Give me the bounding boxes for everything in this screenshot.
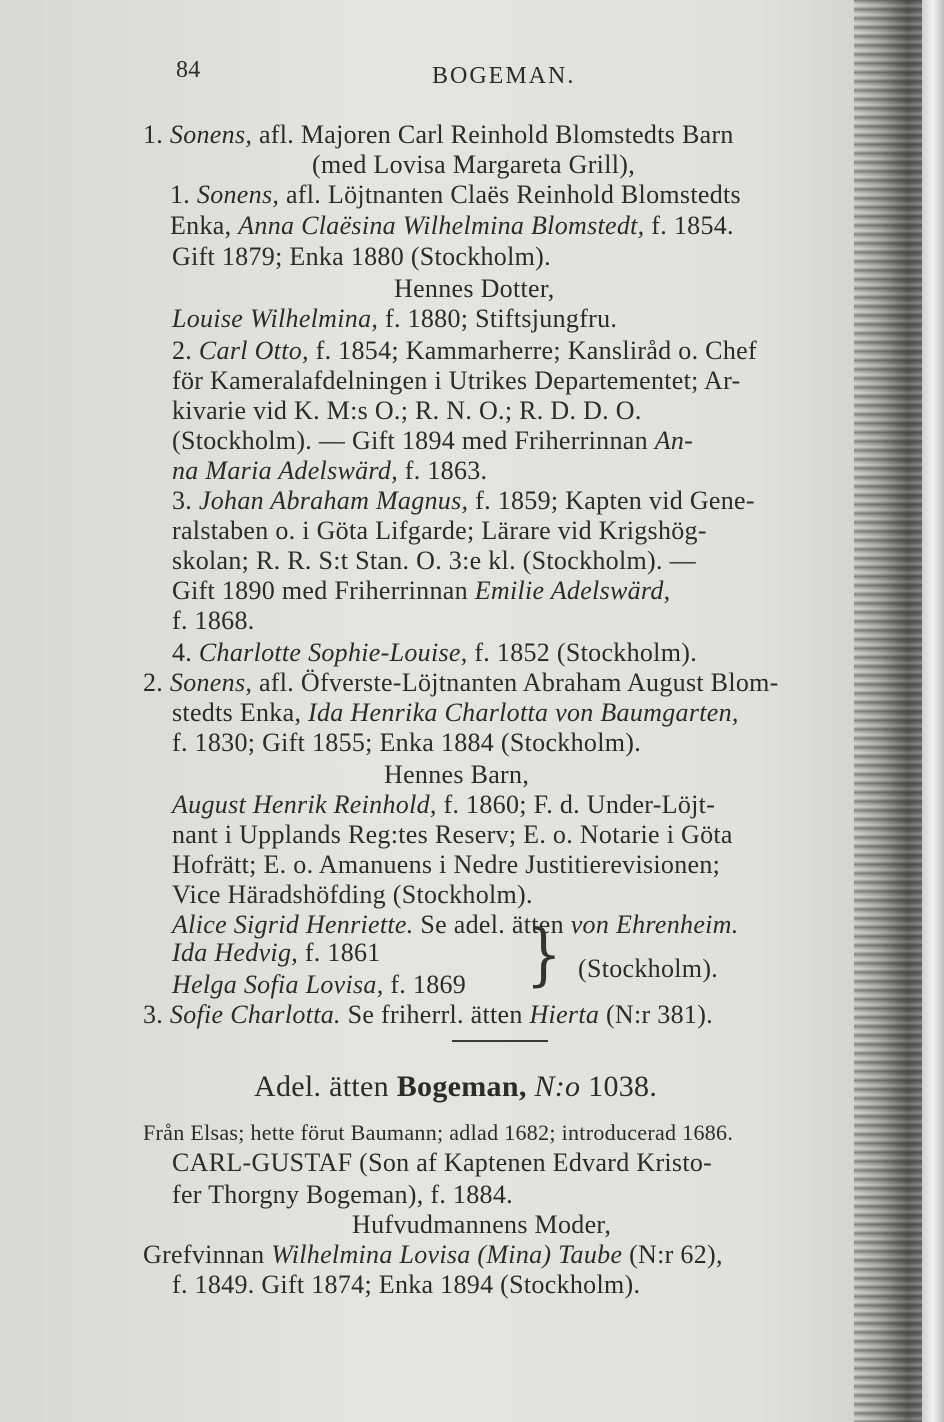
text-run: för Kameralafdelningen i Utrikes Departementet; Ar- — [172, 366, 741, 395]
text-line — [172, 578, 670, 604]
text-line — [172, 1272, 640, 1298]
text-run: (Stockholm). — [578, 954, 719, 983]
text-run: fer Thorgny Bogeman), f. 1884. — [172, 1180, 513, 1209]
text-line — [172, 458, 487, 484]
text-run: skolan; R. R. S:t Stan. O. 3:e kl. (Stockholm). — — [172, 546, 696, 575]
italic-run: Sonens, — [196, 180, 280, 209]
text-run: f. 1849. Gift 1874; Enka 1894 (Stockholm). — [172, 1270, 641, 1299]
text-line — [172, 822, 733, 848]
text-run: f. 1854; Kammarherre; Kansliråd o. Chef — [308, 336, 757, 365]
italic-run: Sonens, — [169, 668, 253, 697]
text-run: (N:r 381). — [599, 1000, 713, 1029]
text-run: 1038. — [580, 1070, 658, 1103]
text-line — [172, 338, 757, 364]
text-run: afl. Löjtnanten Claës Reinhold Blomstedts — [279, 180, 741, 209]
text-run: (med Lovisa Margareta Grill), — [312, 150, 635, 179]
text-run: Gift 1879; Enka 1880 (Stockholm). — [172, 242, 551, 271]
text-line — [172, 1182, 513, 1208]
section-heading — [254, 1072, 657, 1102]
text-run: 2. — [172, 336, 199, 365]
text-run: 4. — [172, 638, 199, 667]
italic-run: Charlotte Sophie-Louise, — [198, 638, 468, 667]
text-line — [394, 276, 555, 302]
text-run: f. 1859; Kapten vid Gene- — [468, 486, 755, 515]
text-run: f. 1861 — [298, 938, 381, 967]
bold-run: Bogeman, — [396, 1070, 527, 1103]
text-run: Från Elsas; hette förut Baumann; adlad 1682; introducerad 1686. — [143, 1120, 734, 1145]
italic-run: August Henrik Reinhold, — [172, 790, 437, 819]
text-run: nant i Upplands Reg:tes Reserv; E. o. Notarie i Göta — [172, 820, 733, 849]
section-divider — [452, 1040, 548, 1042]
text-run: 3. — [172, 486, 199, 515]
text-line — [172, 882, 533, 908]
text-run: f. 1863. — [398, 456, 488, 485]
text-line — [172, 428, 693, 454]
text-run: Enka, — [170, 211, 239, 240]
text-line — [172, 398, 642, 424]
italic-run: Hierta — [529, 1000, 600, 1029]
text-run: f. 1868. — [172, 606, 255, 635]
text-run: ralstaben o. i Göta Lifgarde; Lärare vid Krigshög- — [172, 516, 707, 545]
text-line — [172, 940, 381, 966]
text-line — [172, 792, 715, 818]
text-run: Hennes Dotter, — [394, 274, 555, 303]
text-line — [172, 1150, 712, 1176]
page-number: 84 — [176, 57, 201, 83]
text-run: Hofrätt; E. o. Amanuens i Nedre Justitierevisionen; — [172, 850, 721, 879]
text-run: stedts Enka, — [172, 698, 309, 727]
text-line — [143, 1122, 733, 1144]
text-line — [172, 640, 697, 666]
text-run: Grefvinnan — [143, 1240, 272, 1269]
text-run: 1. — [170, 180, 197, 209]
text-line — [143, 1002, 713, 1028]
text-run: f. 1869 — [383, 970, 467, 999]
italic-run: Emilie Adelswärd, — [474, 576, 671, 605]
italic-run: Helga Sofia Lovisa, — [172, 970, 384, 999]
text-run: CARL-GUSTAF (Son af Kaptenen Edvard Kristo- — [172, 1148, 713, 1177]
text-run: f. 1860; F. d. Under-Löjt- — [436, 790, 716, 819]
text-line — [578, 956, 718, 982]
text-run: f. 1852 (Stockholm). — [467, 638, 697, 667]
text-run: f. 1830; Gift 1855; Enka 1884 (Stockholm). — [172, 728, 641, 757]
text-line — [352, 1212, 611, 1238]
italic-run: Alice Sigrid Henriette. — [172, 910, 414, 939]
text-run: afl. Öfverste-Löjtnanten Abraham August Blom- — [252, 668, 779, 697]
text-line — [172, 700, 739, 726]
text-line — [172, 852, 720, 878]
text-run: Se friherrl. ätten — [340, 1000, 530, 1029]
text-run: (N:r 62), — [622, 1240, 723, 1269]
brace: } — [526, 916, 562, 995]
text-line — [172, 730, 641, 756]
text-run: Hennes Barn, — [384, 760, 530, 789]
italic-run: Wilhelmina Lovisa (Mina) Taube — [271, 1240, 623, 1269]
italic-run: Louise Wilhelmina, — [172, 304, 379, 333]
text-run: Vice Häradshöfding (Stockholm). — [172, 880, 533, 909]
italic-run: Johan Abraham Magnus, — [198, 486, 469, 515]
text-line — [170, 182, 741, 208]
text-run: Se adel. ätten — [413, 910, 571, 939]
text-line — [172, 306, 617, 332]
text-line — [172, 972, 466, 998]
text-run: Hufvudmannens Moder, — [352, 1210, 612, 1239]
text-line — [172, 368, 741, 394]
text-run: (Stockholm). — Gift 1894 med Friherrinnan — [172, 426, 655, 455]
text-run: Gift 1890 med Friherrinnan — [172, 576, 475, 605]
text-line — [143, 670, 779, 696]
text-line — [172, 518, 707, 544]
italic-run: Anna Claësina Wilhelmina Blomstedt, — [238, 211, 645, 240]
running-title: BOGEMAN. — [432, 63, 576, 89]
text-run: 2. — [143, 668, 170, 697]
italic-run: na Maria Adelswärd, — [172, 456, 398, 485]
italic-run: Sonens, — [169, 120, 253, 149]
text-run: 1. — [143, 120, 170, 149]
text-line — [384, 762, 529, 788]
text-line — [312, 152, 635, 178]
text-line — [143, 1242, 723, 1268]
text-run: kivarie vid K. M:s O.; R. N. O.; R. D. D. O. — [172, 396, 642, 425]
text-line — [143, 122, 734, 148]
text-line — [172, 488, 755, 514]
text-run: f. 1880; Stiftsjungfru. — [378, 304, 618, 333]
text-line — [170, 213, 734, 239]
page-edge — [922, 0, 944, 1422]
text-line — [172, 244, 551, 270]
text-line — [172, 608, 255, 634]
text-run: Adel. ätten — [254, 1070, 397, 1103]
text-line — [172, 548, 696, 574]
italic-run: An- — [654, 426, 694, 455]
italic-run: Ida Hedvig, — [172, 938, 299, 967]
italic-run: Sofie Charlotta. — [169, 1000, 341, 1029]
italic-run: N:o — [534, 1070, 581, 1103]
text-run: 3. — [143, 1000, 170, 1029]
italic-run: von Ehrenheim. — [570, 910, 739, 939]
italic-run: Carl Otto, — [198, 336, 309, 365]
italic-run: Ida Henrika Charlotta von Baumgarten, — [308, 698, 739, 727]
text-line — [172, 912, 739, 938]
text-run: afl. Majoren Carl Reinhold Blomstedts Barn — [252, 120, 734, 149]
text-run: f. 1854. — [644, 211, 734, 240]
